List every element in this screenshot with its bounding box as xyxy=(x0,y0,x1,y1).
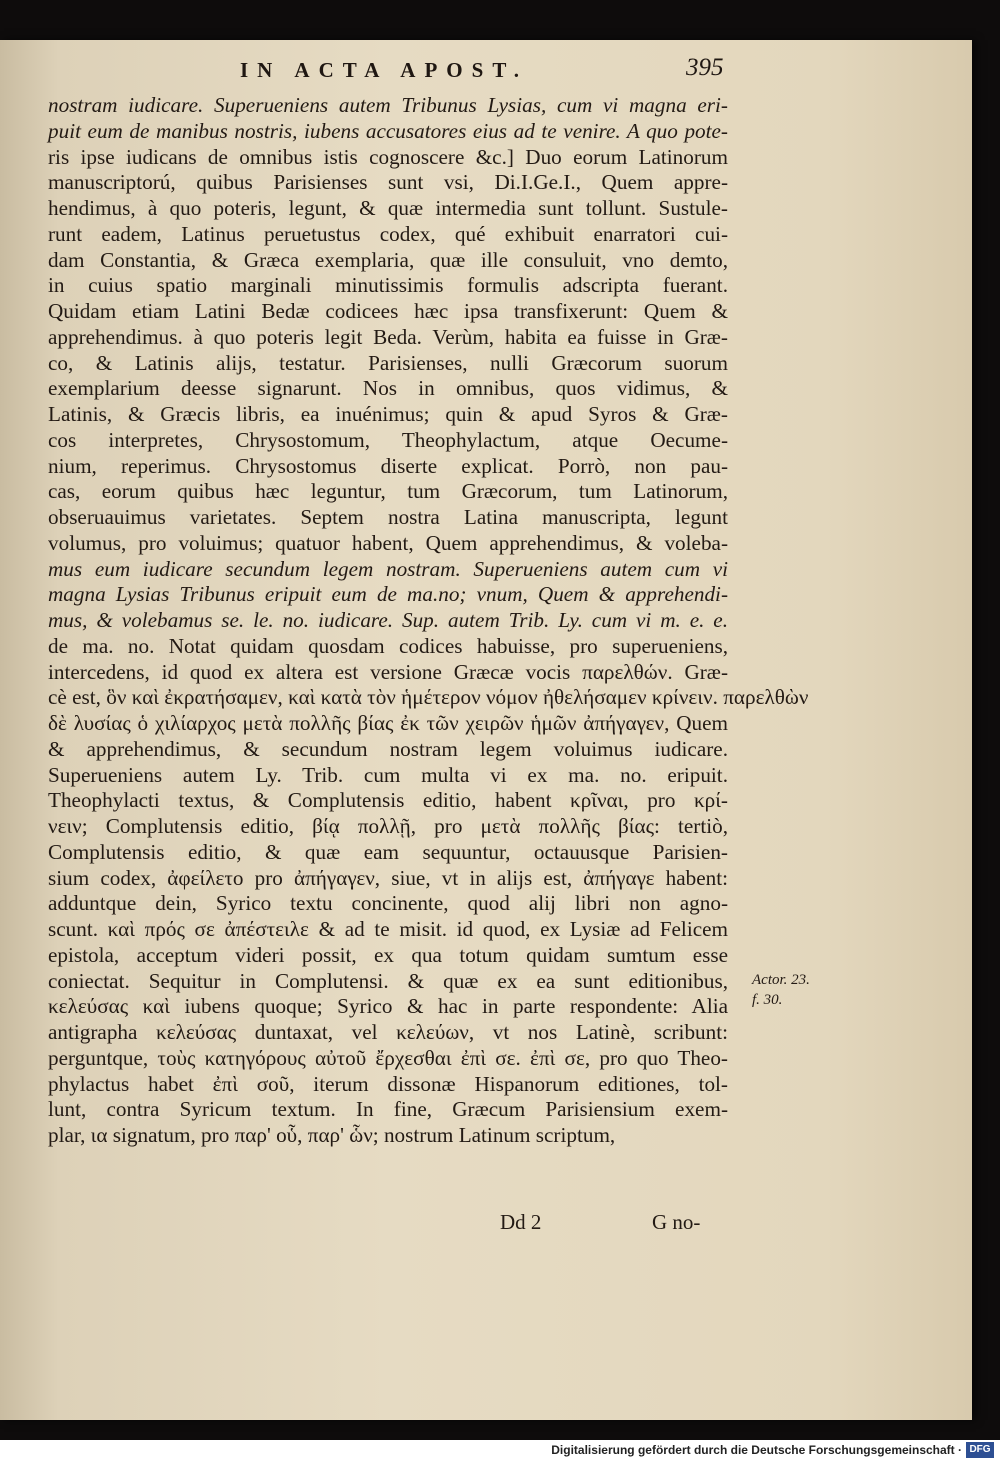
footer-credit: Digitalisierung gefördert durch die Deutsche Forschungsgemeinschaft · xyxy=(551,1443,962,1457)
text-line: νειν; Complutensis editio, βίᾳ πολλῇ, pro μετὰ πολλῆς βίας: tertiò, xyxy=(48,814,728,838)
margin-note-line: Actor. 23. xyxy=(752,972,810,988)
text-line: Quidam etiam Latini Bedæ codicees hæc ipsa transfixerunt: Quem & xyxy=(48,299,728,323)
text-line: perguntque, τοὺς κατηγόρους αὐτοῦ ἔρχεσθαι ἐπὶ σε. ἐπὶ σε, pro quo Theo- xyxy=(48,1045,728,1070)
text-line: runt eadem, Latinus peruetustus codex, qué exhibuit enarratori cui- xyxy=(48,221,728,246)
text-line: nium, reperimus. Chrysostomus diserte explicat. Porrò, non pau- xyxy=(48,453,728,478)
catchword: G no- xyxy=(652,1210,701,1234)
text-line: coniectat. Sequitur in Complutensi. & quæ ex ea sunt editionibus, xyxy=(48,968,728,993)
margin-note-line: f. 30. xyxy=(752,992,783,1008)
text-line: manuscriptorú, quibus Parisienses sunt vsi, Di.I.Ge.I., Quem appre- xyxy=(48,170,728,195)
text-line: exemplarium deesse signarunt. Nos in omnibus, quos vidimus, & xyxy=(48,376,728,401)
text-line: sium codex, ἀφείλετο pro ἀπήγαγεν, siue, vt in alijs est, ἀπήγαγε habent: xyxy=(48,865,728,890)
signature-mark: Dd 2 xyxy=(500,1210,542,1234)
text-line: intercedens, id quod ex altera est versione Græcæ vocis παρελθών. Græ- xyxy=(48,659,728,684)
text-line: Complutensis editio, & quæ eam sequuntur, octauusque Parisien- xyxy=(48,839,728,864)
dfg-logo: DFG xyxy=(966,1442,994,1458)
text-line: lunt, contra Syricum textum. In fine, Græcum Parisiensium exem- xyxy=(48,1097,728,1122)
text-line: κελεύσας καὶ iubens quoque; Syrico & hac in parte respondente: Alia xyxy=(48,994,728,1019)
text-line: cas, eorum quibus hæc leguntur, tum Græcorum, tum Latinorum, xyxy=(48,479,728,504)
text-line: plar, ια signatum, pro παρ' οὗ, παρ' ὧν; nostrum Latinum scriptum, xyxy=(48,1123,616,1147)
text-line: phylactus habet ἐπὶ σοῦ, iterum dissonæ Hispanorum editiones, tol- xyxy=(48,1071,728,1096)
text-line: puit eum de manibus nostris, iubens accusatores eius ad te venire. A quo pote- xyxy=(48,118,728,143)
text-line: scunt. καὶ πρός σε ἀπέστειλε & ad te misit. id quod, ex Lysiæ ad Felicem xyxy=(48,917,728,941)
page-header xyxy=(0,54,1000,88)
margin-note xyxy=(752,970,810,1010)
running-title: IN ACTA APOST. xyxy=(240,58,529,82)
text-line: hendimus, à quo poteris, legunt, & quæ intermedia sunt tollunt. Sustule- xyxy=(48,196,728,220)
footer-bar xyxy=(0,1440,1000,1462)
text-line: dam Constantia, & Græca exemplaria, quæ ille consuluit, vno demto, xyxy=(48,247,728,272)
text-line: in cuius spatio marginali minutissimis formulis adscripta fuerant. xyxy=(48,273,728,298)
text-line: δὲ λυσίας ὁ χιλίαρχος μετὰ πολλῆς βίας ἐκ τῶν χειρῶν ἡμῶν ἀπήγαγεν, Quem xyxy=(48,711,728,735)
text-line: ris ipse iudicans de omnibus istis cognoscere &c.] Duo eorum Latinorum xyxy=(48,144,728,169)
text-line: de ma. no. Notat quidam quosdam codices habuisse, pro superueniens, xyxy=(48,633,728,658)
text-line: adduntque dein, Syrico textu concinente, quod alij libri non agno- xyxy=(48,891,728,916)
text-line: Theophylacti textus, & Complutensis editio, habent κρῖναι, pro κρί- xyxy=(48,788,728,813)
text-line: cè est, ὃν καὶ ἐκρατήσαμεν, καὶ κατὰ τὸν ἡμέτερον νόμον ἠθελήσαμεν κρίνειν. παρελθὼν xyxy=(48,685,809,710)
text-line: co, & Latinis alijs, testatur. Parisienses, nulli Græcorum suorum xyxy=(48,350,728,375)
text-line: cos interpretes, Chrysostomum, Theophylactum, atque Oecume- xyxy=(48,427,728,452)
text-line: apprehendimus. à quo poteris legit Beda. Verùm, habita ea fuisse in Græ- xyxy=(48,324,728,349)
text-line: Latinis, & Græcis libris, ea inuénimus; quin & apud Syros & Græ- xyxy=(48,402,728,426)
text-line: volumus, pro voluimus; quatuor habent, Quem apprehendimus, & voleba- xyxy=(48,530,728,555)
text-line: epistola, acceptum videri possit, ex qua totum quidam sumtum esse xyxy=(48,942,728,967)
text-line: & apprehendimus, & secundum nostram legem voluimus iudicare. xyxy=(48,736,728,761)
text-line: mus eum iudicare secundum legem nostram. Superueniens autem cum vi xyxy=(48,556,728,581)
text-line: obseruauimus varietates. Septem nostra Latina manuscripta, legunt xyxy=(48,505,728,529)
text-line: antigrapha κελεύσας duntaxat, vel κελεύων, vt nos Latinè, scribunt: xyxy=(48,1020,728,1044)
text-line: Superueniens autem Ly. Trib. cum multa vi ex ma. no. eripuit. xyxy=(48,762,728,787)
page-foot xyxy=(0,1210,1000,1240)
text-line: nostram iudicare. Superueniens autem Tribunus Lysias, cum vi magna eri- xyxy=(48,93,728,117)
text-line: mus, & volebamus se. le. no. iudicare. Sup. autem Trib. Ly. cum vi m. e. e. xyxy=(48,608,728,632)
text-line: magna Lysias Tribunus eripuit eum de ma.no; vnum, Quem & apprehendi- xyxy=(48,582,728,607)
page-number: 395 xyxy=(686,54,724,81)
